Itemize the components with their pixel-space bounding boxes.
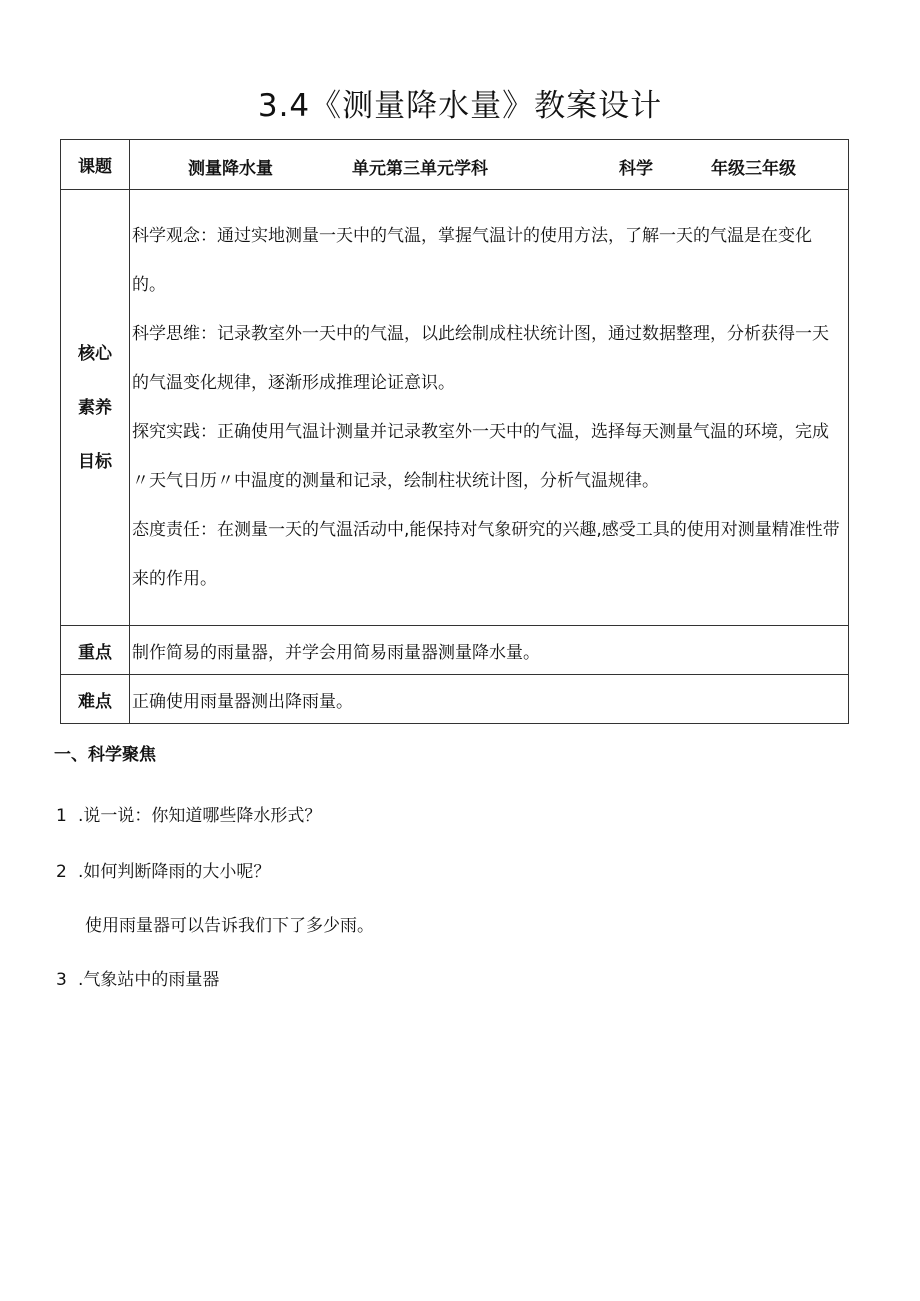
grade-value: 年级三年级	[711, 159, 796, 179]
core-goals-label: 核心 素养 目标	[61, 190, 130, 626]
goal-inquiry-practice: 探究实践：正确使用气温计测量并记录教室外一天中的气温，选择每天测量气温的环境，完成〃天气日历〃中温度的测量和记录，绘制柱状统计图，分析气温规律。	[132, 421, 829, 491]
goal-science-thinking: 科学思维：记录教室外一天中的气温，以此绘制成柱状统计图，通过数据整理，分析获得一天的气温变化规律，逐渐形成推理论证意识。	[132, 323, 829, 393]
list-item: 3 .气象站中的雨量器	[56, 970, 220, 990]
key-point-row	[61, 626, 849, 675]
topic-label: 课题	[61, 140, 130, 190]
table-header-row	[61, 140, 849, 190]
difficulty-row	[61, 675, 849, 724]
page-title: 3.4《测量降水量》教案设计	[257, 88, 663, 124]
section-heading: 一、科学聚焦	[54, 745, 156, 765]
difficulty-text: 正确使用雨量器测出降雨量。	[130, 675, 849, 724]
lesson-plan-table	[60, 139, 849, 724]
difficulty-label: 难点	[61, 675, 130, 724]
list-item: 1 .说一说：你知道哪些降水形式？	[56, 806, 322, 826]
list-item: 2 .如何判断降雨的大小呢？	[56, 862, 271, 882]
goal-attitude: 态度责任：在测量一天的气温活动中,能保持对气象研究的兴趣,感受工具的使用对测量精准性带来的作用。	[132, 519, 840, 589]
core-goals-row	[61, 190, 849, 626]
key-point-text: 制作简易的雨量器，并学会用简易雨量器测量降水量。	[130, 626, 849, 675]
core-goals-content	[130, 190, 849, 626]
unit-subject-label: 单元第三单元学科	[352, 159, 488, 179]
goal-science-concept: 科学观念：通过实地测量一天中的气温，掌握气温计的使用方法，了解一天的气温是在变化的。	[132, 225, 812, 295]
key-point-label: 重点	[61, 626, 130, 675]
list-item: 使用雨量器可以告诉我们下了多少雨。	[85, 916, 374, 936]
topic-value: 测量降水量	[188, 159, 273, 179]
subject-value: 科学	[619, 159, 653, 179]
header-cells	[130, 140, 849, 190]
